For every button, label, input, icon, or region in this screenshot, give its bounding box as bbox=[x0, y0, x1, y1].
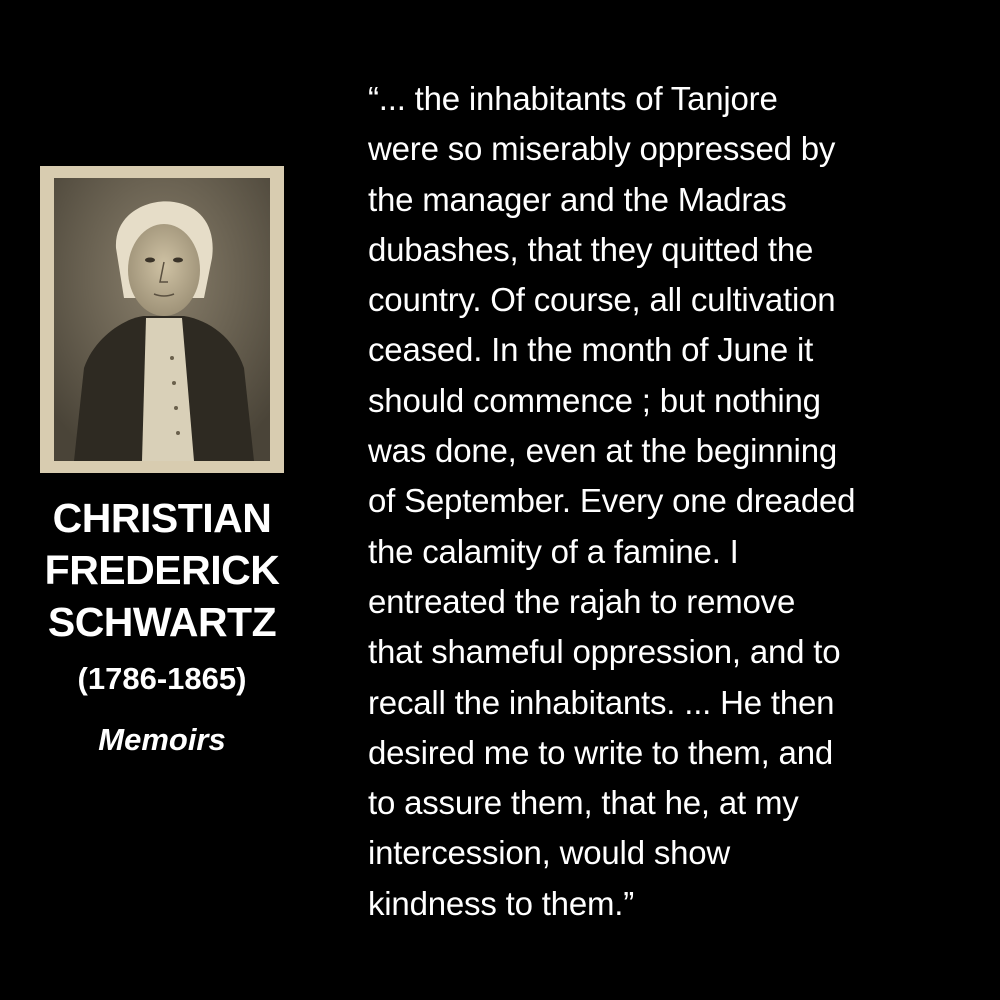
quote-line: kindness to them.” bbox=[368, 884, 635, 922]
quote-line: were so miserably oppressed by bbox=[368, 130, 836, 168]
quote-line: country. Of course, all cultivation bbox=[368, 281, 836, 319]
quote-line: of September. Every one dreaded bbox=[368, 482, 856, 520]
quote-line: “... the inhabitants of Tanjore bbox=[368, 80, 778, 117]
quote-line: entreated the rajah to remove bbox=[368, 582, 796, 620]
author-name-line-1: CHRISTIAN bbox=[52, 495, 272, 541]
quote-text bbox=[368, 74, 968, 929]
quote-line: that shameful oppression, and to bbox=[368, 633, 841, 671]
author-name-line-2: FREDERICK bbox=[44, 547, 280, 593]
portrait-engraving bbox=[54, 178, 270, 461]
quote-line: the manager and the Madras bbox=[368, 180, 787, 218]
quote-line: ceased. In the month of June it bbox=[368, 331, 814, 369]
quote-line: was done, even at the beginning bbox=[368, 432, 837, 470]
quote-line: to assure them, that he, at my bbox=[368, 784, 799, 822]
quote-line: the calamity of a famine. I bbox=[368, 532, 739, 570]
author-info bbox=[20, 492, 304, 760]
quote-line: intercession, would show bbox=[368, 834, 731, 872]
quote-line: dubashes, that they quitted the bbox=[368, 230, 814, 268]
source-work-title: Memoirs bbox=[98, 722, 226, 757]
author-name-line-3: SCHWARTZ bbox=[47, 599, 277, 645]
quote-line: desired me to write to them, and bbox=[368, 733, 833, 771]
quote-line: should commence ; but nothing bbox=[368, 381, 821, 419]
author-portrait bbox=[40, 166, 284, 473]
author-dates: (1786-1865) bbox=[77, 661, 247, 696]
quote-line: recall the inhabitants. ... He then bbox=[368, 683, 835, 721]
